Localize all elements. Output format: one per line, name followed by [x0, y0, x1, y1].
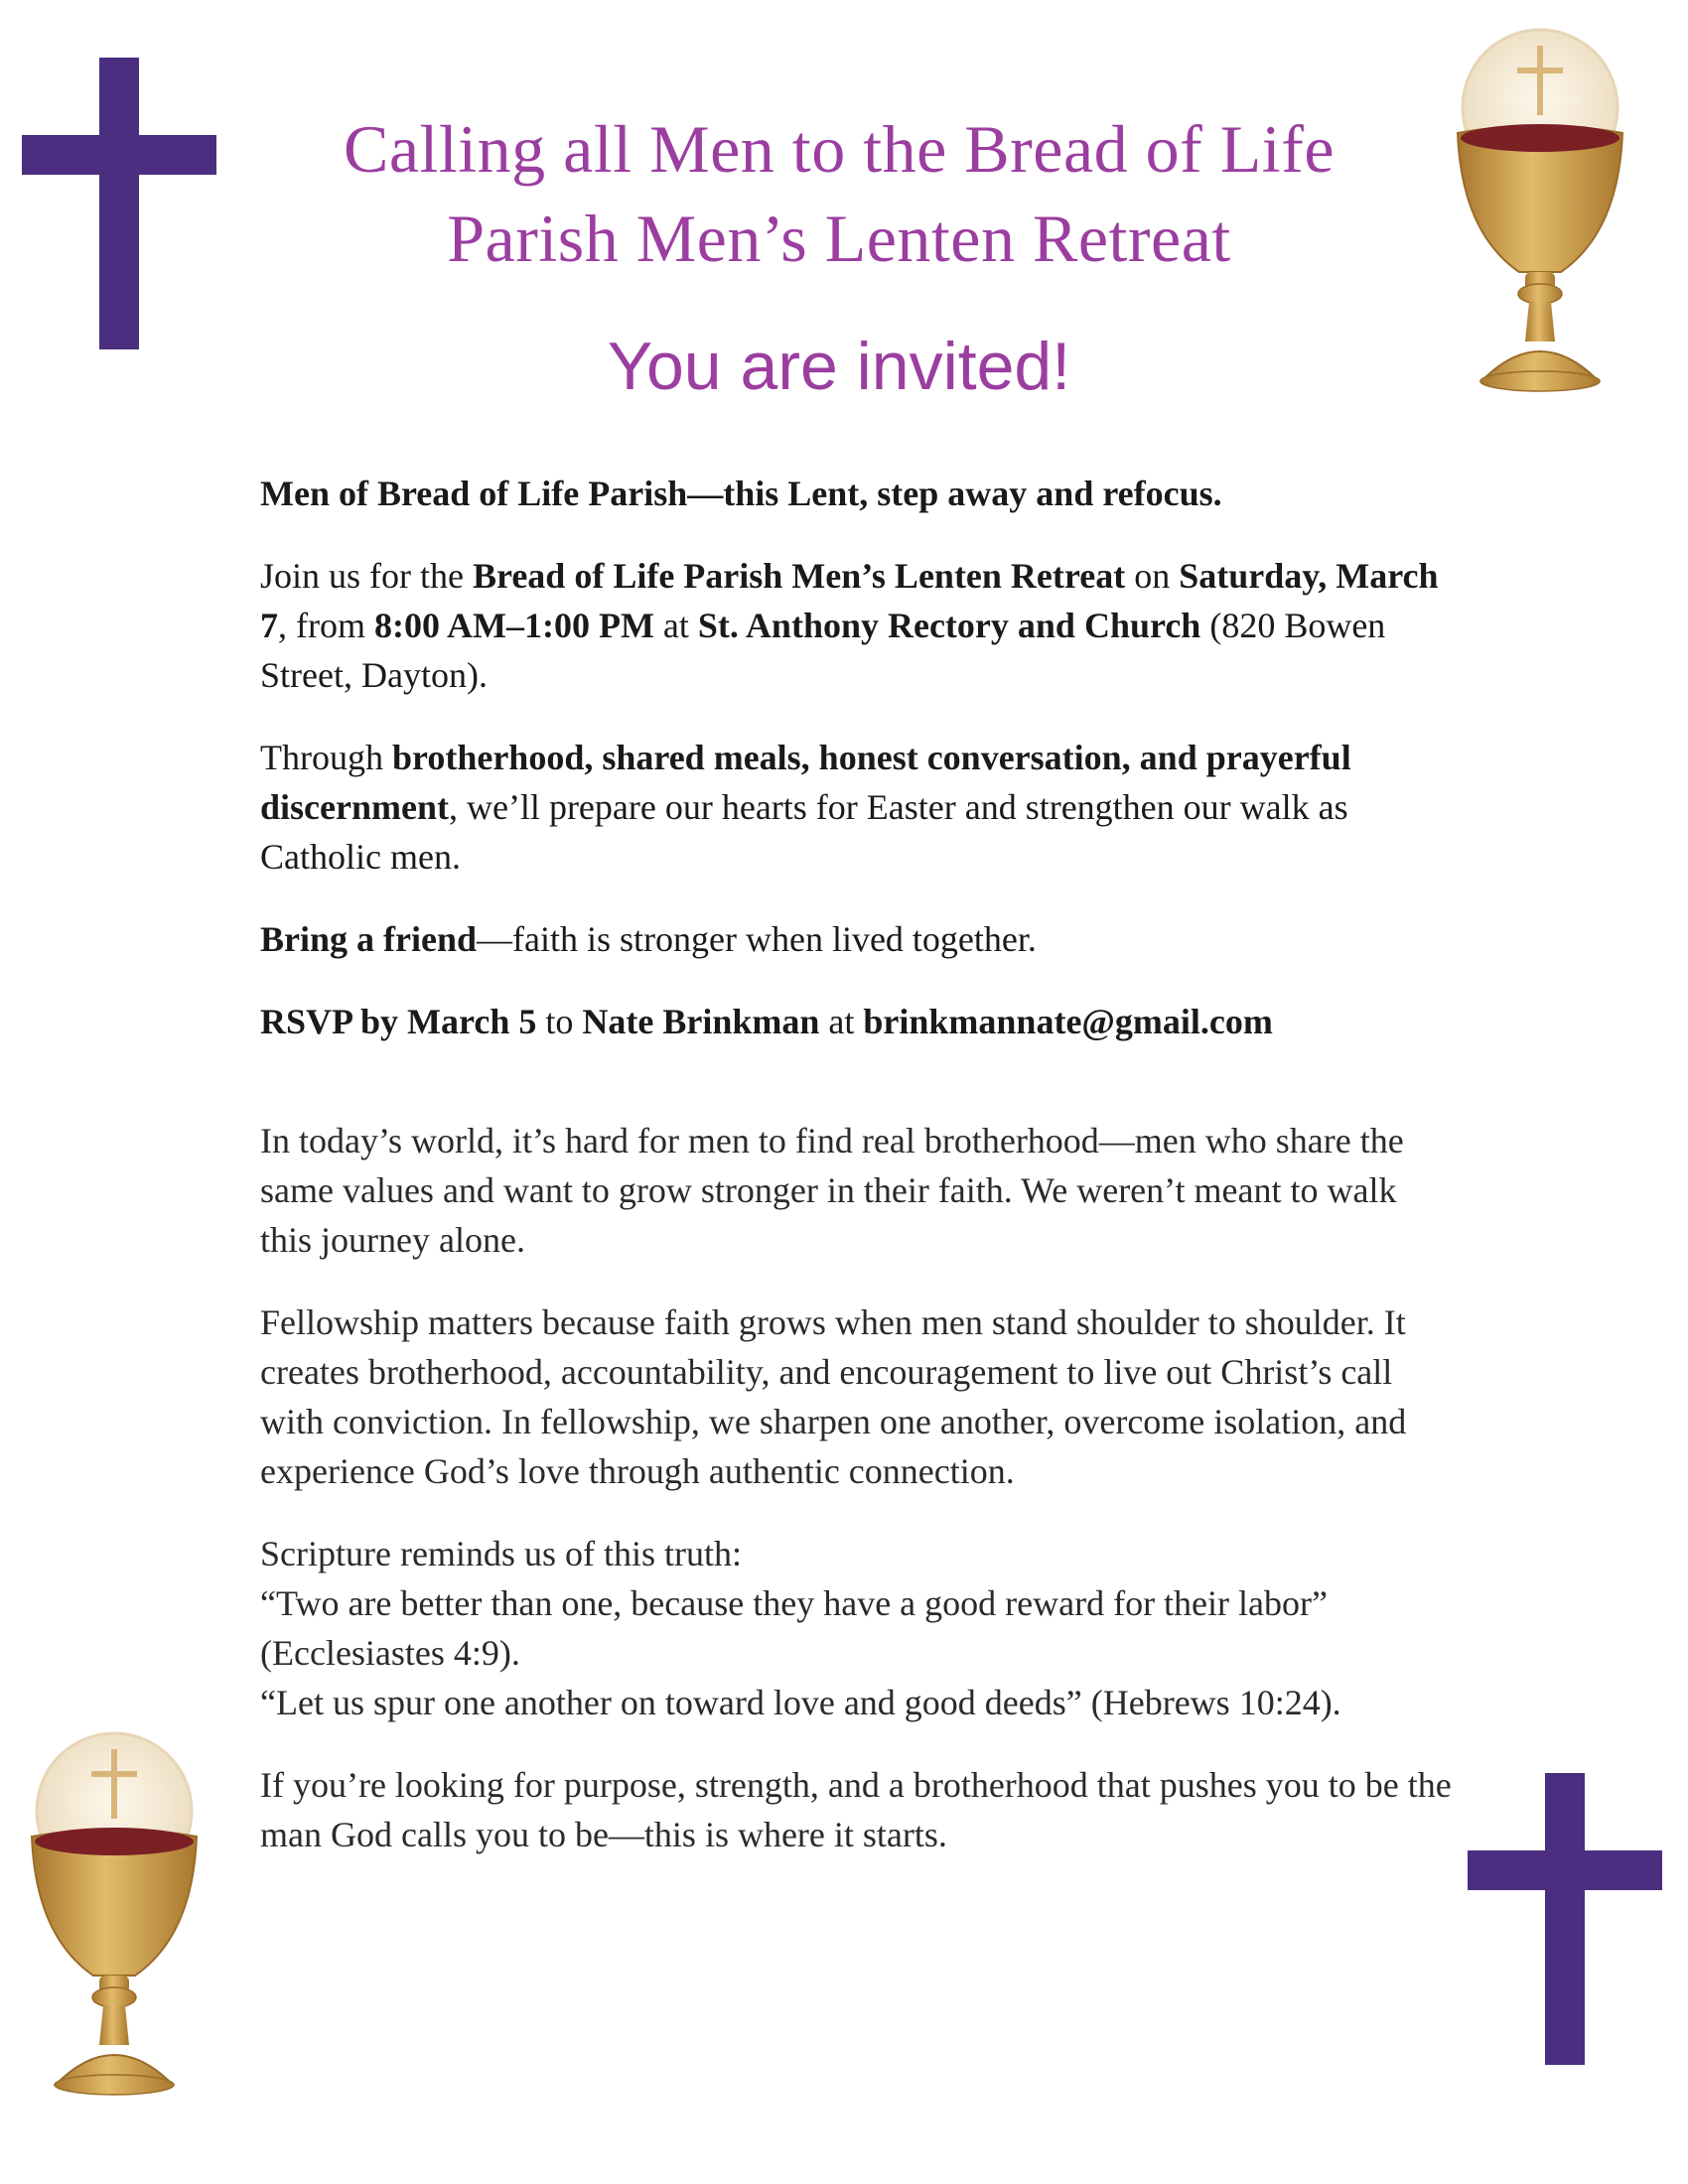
- text: Join us for the: [260, 556, 473, 596]
- text: —faith is stronger when lived together.: [477, 919, 1037, 959]
- rsvp-deadline: RSVP by March 5: [260, 1002, 537, 1041]
- details-paragraph: [260, 551, 1452, 700]
- invite-heading: You are invited!: [607, 329, 1071, 404]
- scripture-intro: Scripture reminds us of this truth:: [260, 1534, 742, 1573]
- event-location: St. Anthony Rectory and Church: [697, 606, 1201, 645]
- flyer-body: [260, 469, 1452, 1892]
- intro-text: Men of Bread of Life Parish—this Lent, step away and refocus.: [260, 474, 1222, 513]
- intro-paragraph: [260, 469, 1452, 518]
- scripture-paragraph: [260, 1529, 1452, 1727]
- retreat-name: Bread of Life Parish Men’s Lenten Retreat: [472, 556, 1126, 596]
- paragraph-brotherhood: In today’s world, it’s hard for men to find real brotherhood—men who share the same values and want to grow stronger in their faith. We weren’t meant to walk this journey alone.: [260, 1121, 1404, 1260]
- text: at: [653, 606, 698, 645]
- scripture-quote: “Let us spur one another on toward love and good deeds” (Hebrews 10:24).: [260, 1683, 1341, 1722]
- event-time: 8:00 AM–1:00 PM: [373, 606, 654, 645]
- title-line-1: Calling all Men to the Bread of Life: [343, 111, 1336, 187]
- cross-icon: [1468, 1773, 1662, 2065]
- contact-email[interactable]: brinkmannate@gmail.com: [863, 1002, 1273, 1041]
- contact-name: Nate Brinkman: [582, 1002, 820, 1041]
- scripture-quote: “Two are better than one, because they have a good reward for their labor” (Ecclesiastes 4:9).: [260, 1583, 1328, 1673]
- text: at: [819, 1002, 864, 1041]
- event-date: Saturday, March 7: [260, 556, 1439, 645]
- text: on: [1125, 556, 1180, 596]
- friend-paragraph: [260, 914, 1452, 964]
- paragraph-fellowship: Fellowship matters because faith grows when men stand shoulder to shoulder. It creates brotherhood, accountability, and encouragement to live out Christ’s call with conviction. In fellowship, we sharpen one another, overcome isolation, and experience God’s love through authentic connection.: [260, 1302, 1407, 1491]
- text: Through: [260, 738, 392, 777]
- chalice-icon: [26, 1727, 203, 2099]
- through-paragraph: [260, 733, 1452, 882]
- text: to: [536, 1002, 583, 1041]
- event-address: (820 Bowen Street, Dayton).: [260, 606, 1386, 695]
- text: , we’ll prepare our hearts for Easter and strengthen our walk as Catholic men.: [260, 787, 1348, 877]
- title-line-2: Parish Men’s Lenten Retreat: [447, 201, 1231, 276]
- emphasis: brotherhood, shared meals, honest conversation, and prayerful discernment: [260, 738, 1351, 827]
- emphasis: Bring a friend: [260, 919, 478, 959]
- closing-paragraph: If you’re looking for purpose, strength, and a brotherhood that pushes you to be the man God calls you to be—this is where it starts.: [260, 1765, 1452, 1854]
- rsvp-paragraph: [260, 997, 1452, 1046]
- text: , from: [278, 606, 374, 645]
